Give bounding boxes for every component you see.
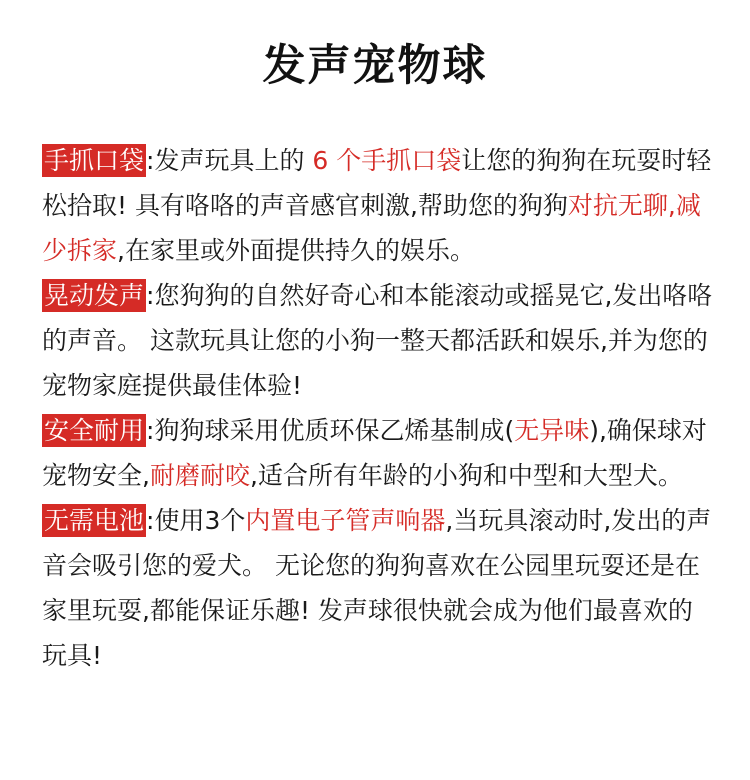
feature-tag: 晃动发声 [44, 281, 145, 310]
feature-tag: 手抓口袋 [44, 146, 145, 175]
feature-paragraph [42, 408, 714, 498]
feature-text: 让您的狗狗在玩耍时轻松拾取! 具有咯咯的声音感官刺激,帮助您的狗狗 [42, 146, 712, 220]
feature-tag: 无需电池 [44, 506, 145, 535]
highlight-text: 内置电子管声响器 [245, 506, 446, 535]
feature-tag: 安全耐用 [44, 416, 145, 445]
feature-text: :您狗狗的自然好奇心和本能滚动或摇晃它,发出咯咯的声音。 这款玩具让您的小狗一整天都活跃和娱乐,并为您的宠物家庭提供最佳体验! [42, 281, 713, 400]
feature-text: ,在家里或外面提供持久的娱乐。 [117, 236, 475, 265]
feature-text: ,当玩具滚动时,发出的声音会吸引您的爱犬。 无论您的狗狗喜欢在公园里玩耍还是在家里玩耍,都能保证乐趣! 发声球很快就会成为他们最喜欢的玩具! [42, 506, 712, 670]
highlight-text: 无异味 [514, 416, 590, 445]
highlight-text: 6 个手抓口袋 [312, 146, 462, 175]
feature-list [42, 138, 714, 678]
feature-text: ),确保球对宠物安全, [42, 416, 707, 490]
feature-paragraph [42, 273, 714, 408]
feature-text: ,适合所有年龄的小狗和中型和大型犬。 [249, 461, 683, 490]
highlight-text: 耐磨耐咬 [149, 461, 250, 490]
feature-text: :狗狗球采用优质环保乙烯基制成( [146, 416, 515, 445]
highlight-text: 对抗无聊,减少拆家 [42, 191, 701, 265]
feature-text: :使用3个 [146, 506, 246, 535]
feature-paragraph [42, 138, 714, 273]
feature-text: :发声玩具上的 [146, 146, 313, 175]
feature-paragraph [42, 498, 714, 678]
page-title: 发声宠物球 [262, 41, 488, 91]
